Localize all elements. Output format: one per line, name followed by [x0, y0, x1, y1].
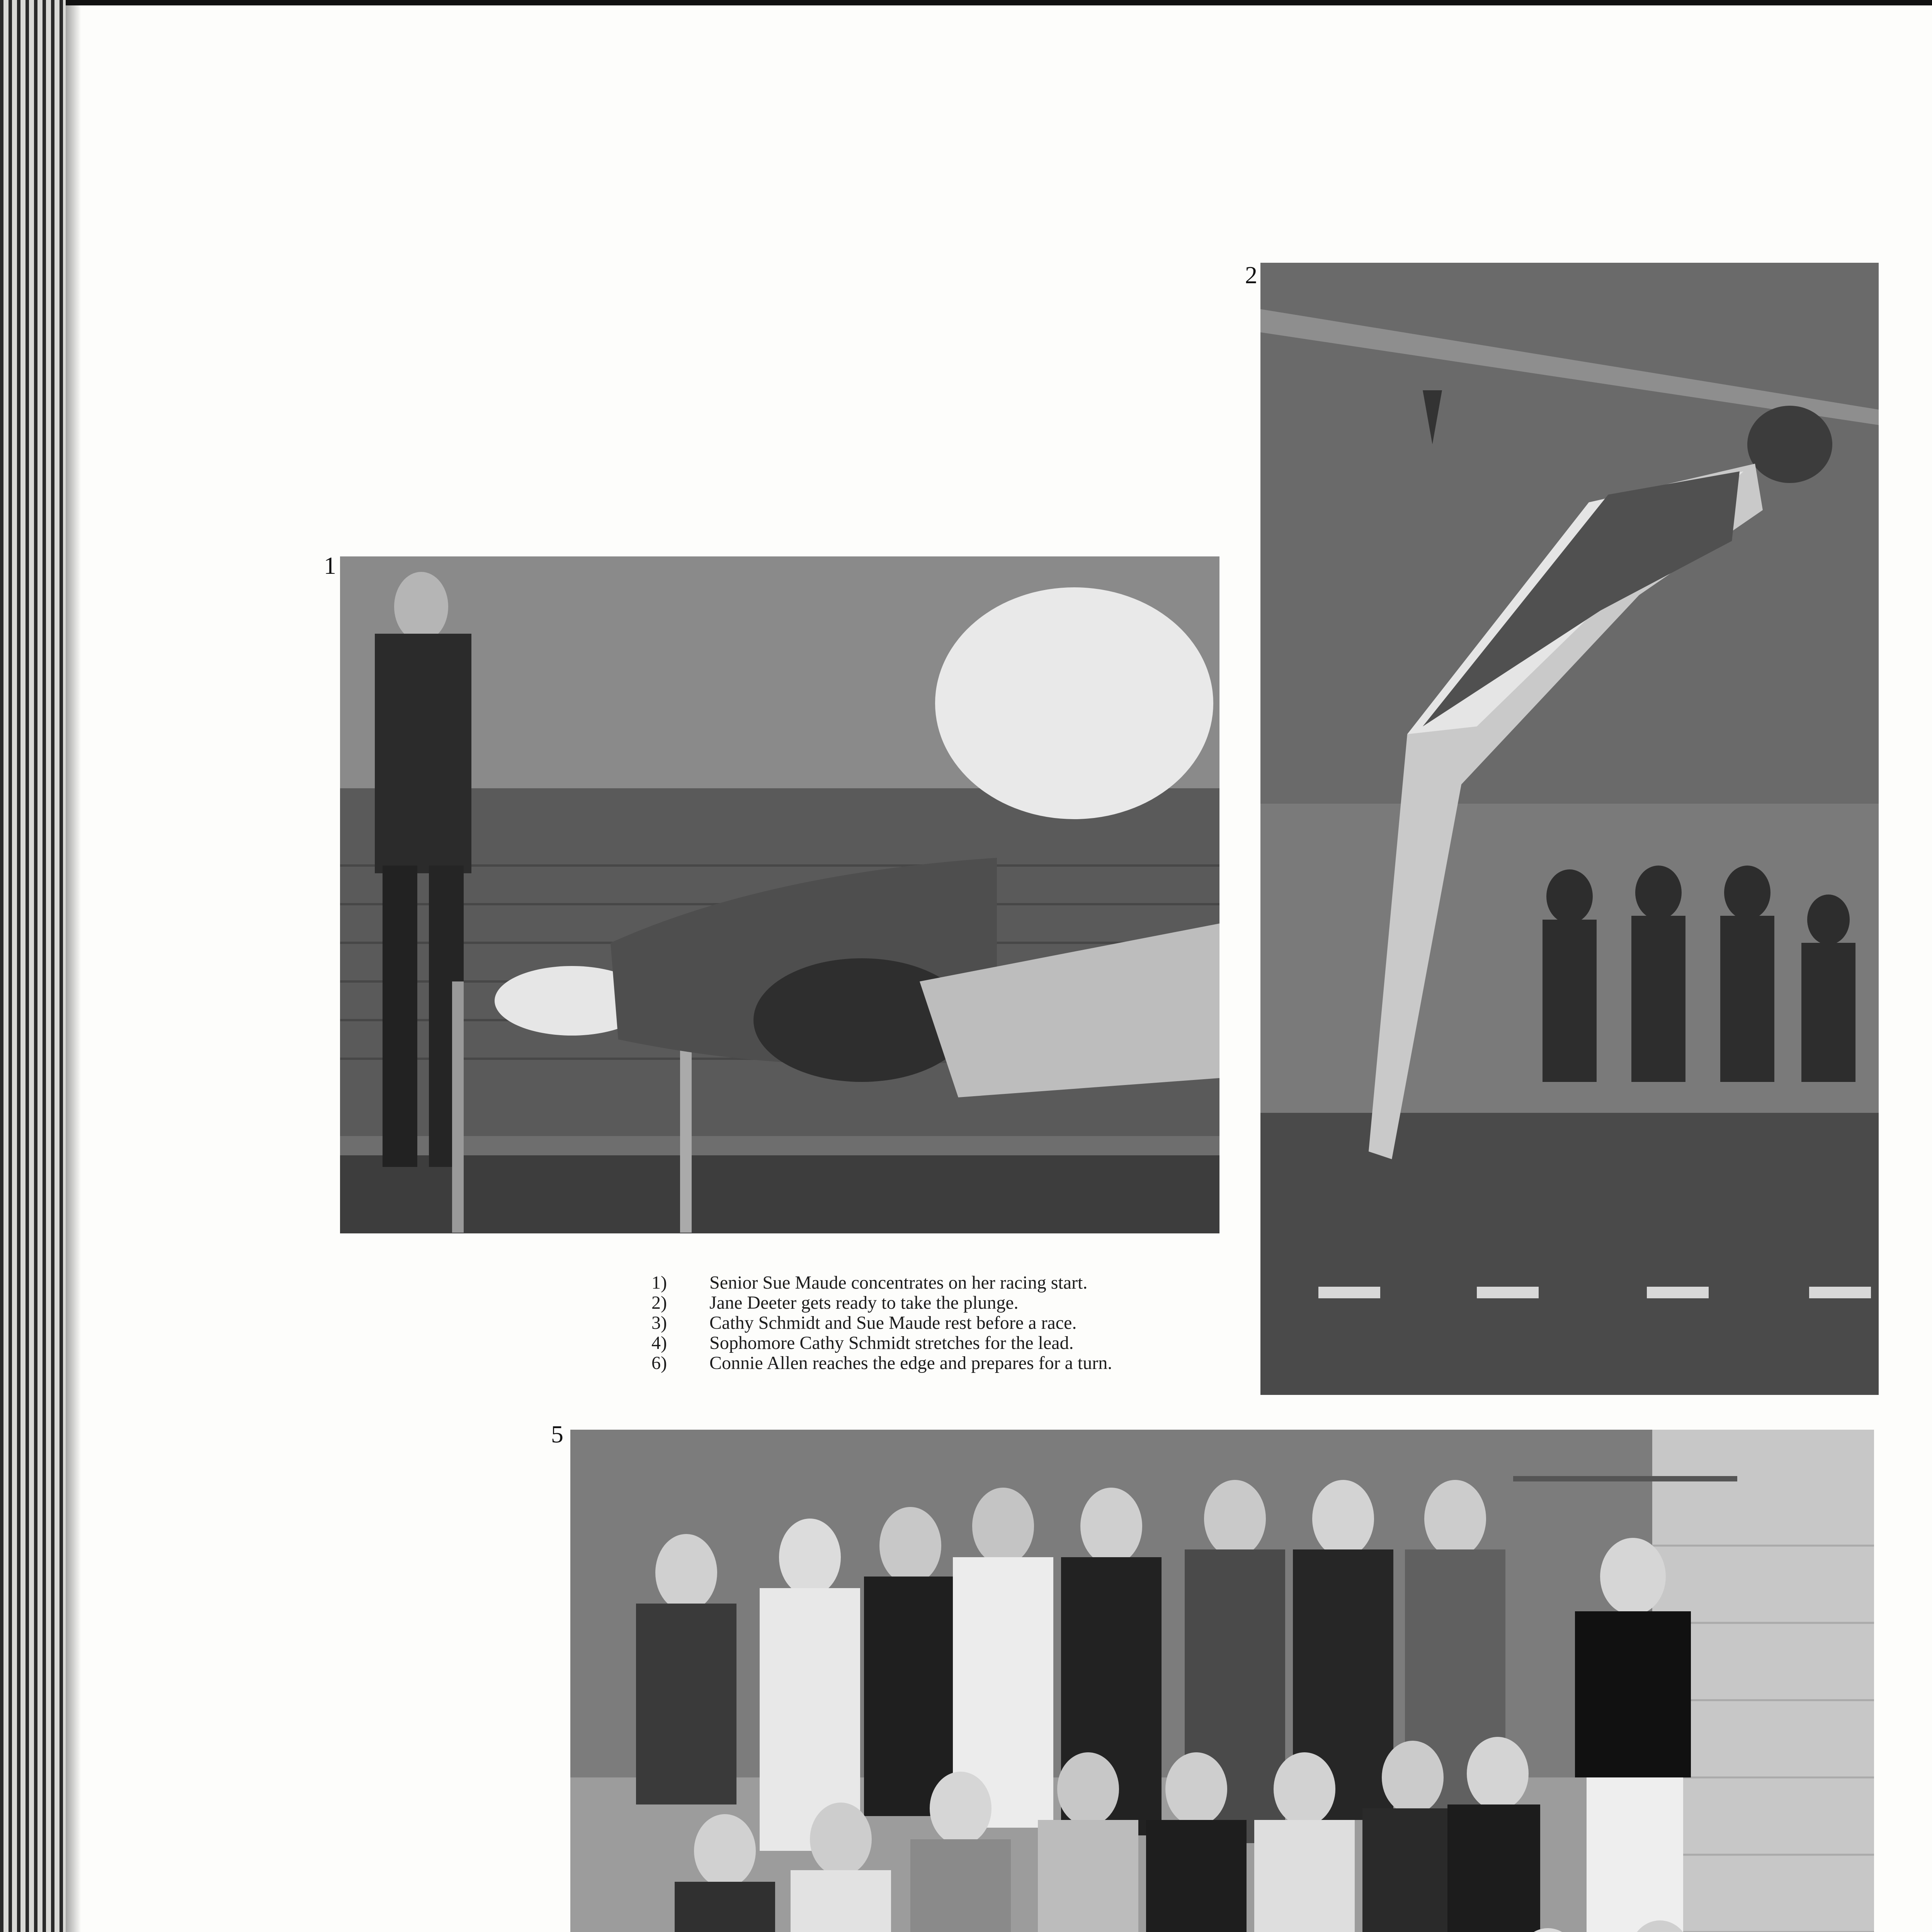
photo-team-group-image: [570, 1430, 1874, 1932]
caption-text: Sophomore Cathy Schmidt stretches for the lead.: [709, 1333, 1074, 1353]
caption-text: Connie Allen reaches the edge and prepares for a turn.: [709, 1353, 1112, 1373]
caption-number: 6): [651, 1353, 667, 1373]
caption-number: 2): [651, 1293, 667, 1313]
caption-item: [648, 1353, 1227, 1373]
photo-5-number: 5: [551, 1420, 563, 1448]
photo-racing-start-image: [340, 556, 1219, 1233]
top-border: [66, 0, 1932, 5]
book-page-edges: [0, 0, 66, 1932]
photo-2-number: 2: [1245, 261, 1257, 289]
photo-diver-plunge: [1260, 263, 1879, 1395]
caption-text: Senior Sue Maude concentrates on her racing start.: [709, 1272, 1088, 1293]
photo-team-group: [570, 1430, 1874, 1932]
caption-text: Jane Deeter gets ready to take the plunge.: [709, 1293, 1019, 1313]
caption-item: [648, 1293, 1227, 1313]
photo-racing-start: [340, 556, 1219, 1233]
photo-diver-plunge-image: [1260, 263, 1879, 1395]
photo-captions-list: [648, 1273, 1227, 1373]
caption-number: 4): [651, 1333, 667, 1353]
caption-item: [648, 1313, 1227, 1333]
caption-item: [648, 1273, 1227, 1293]
photo-1-number: 1: [324, 552, 336, 579]
caption-text: Cathy Schmidt and Sue Maude rest before a race.: [709, 1313, 1077, 1333]
caption-number: 3): [651, 1313, 667, 1333]
caption-number: 1): [651, 1272, 667, 1293]
caption-item: [648, 1333, 1227, 1353]
